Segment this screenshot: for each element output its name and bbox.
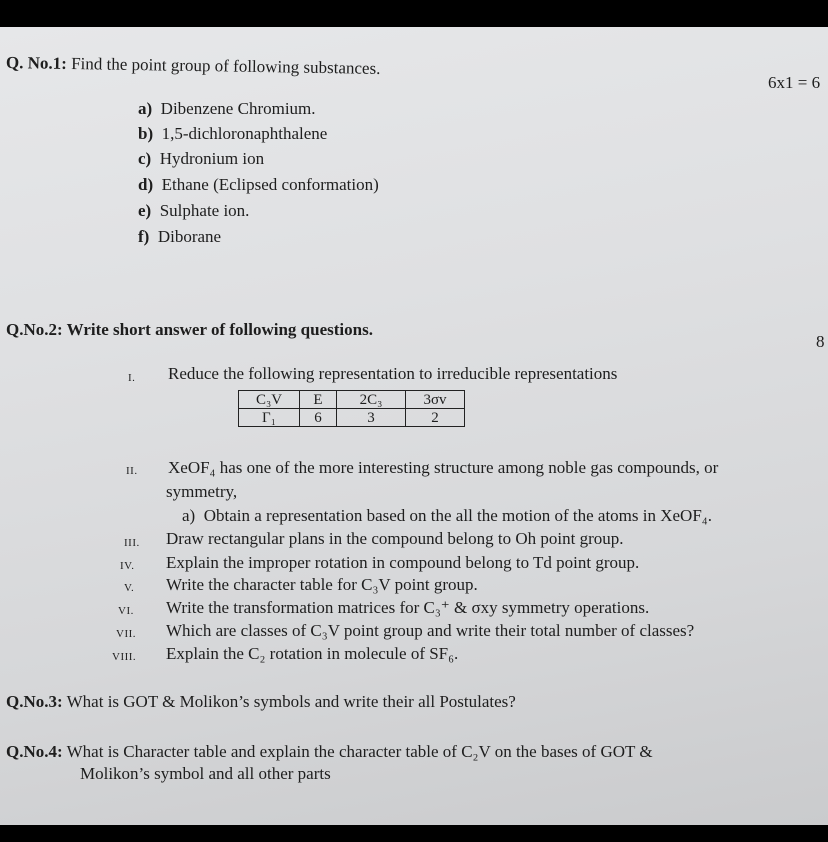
q1-text: Find the point group of following substances. xyxy=(71,54,381,78)
q2-i-num: I. xyxy=(128,372,136,384)
q3-text: What is GOT & Molikon’s symbols and write their all Postulates? xyxy=(66,692,516,711)
q1-item-f xyxy=(138,227,221,247)
q1-label: Q. No.1: xyxy=(5,53,68,73)
q1-heading xyxy=(6,53,381,79)
table-header-row xyxy=(239,391,465,409)
item-label: c) xyxy=(138,149,152,168)
q1-marks: 6x1 = 6 xyxy=(768,73,821,92)
q4-heading xyxy=(6,742,653,762)
q4-label: Q.No.4: xyxy=(6,742,63,761)
table-row xyxy=(239,409,465,427)
table-header-cell: 3σv xyxy=(406,391,465,409)
item-label: d) xyxy=(138,175,154,194)
q2-vii-text: Which are classes of C₃V point group and write their total number of classes? xyxy=(166,621,695,640)
q2-v-text: Write the character table for C₃V point group. xyxy=(166,575,478,594)
q2-text: Write short answer of following questions. xyxy=(66,320,373,339)
table-cell: 2 xyxy=(406,409,465,427)
q2-vii-num: VII. xyxy=(116,628,137,640)
q2-vi-num: VI. xyxy=(118,605,134,617)
q4-line1: What is Character table and explain the character table of C₂V on the bases of GOT & xyxy=(66,742,653,761)
item-text: Hydronium ion xyxy=(159,149,265,168)
q3-heading xyxy=(6,692,516,712)
item-text: Diborane xyxy=(157,227,222,246)
q2-ii-line2: symmetry, xyxy=(166,482,238,501)
q1-item-b xyxy=(138,124,327,144)
q2-label: Q.No.2: xyxy=(6,320,63,339)
representation-table xyxy=(238,390,465,427)
q2-viii-num: VIII. xyxy=(112,651,137,663)
q2-ii-sub xyxy=(182,506,712,526)
q2-marks: 8 xyxy=(816,332,825,351)
q2-vi-text: Write the transformation matrices for C₃⁺ & σxy symmetry operations. xyxy=(166,598,650,617)
item-label: e) xyxy=(138,201,152,220)
table-header-cell: 2C₃ xyxy=(337,391,406,409)
q4-line2: Molikon’s symbol and all other parts xyxy=(80,764,331,783)
q2-viii-text: Explain the C₂ rotation in molecule of SF₆. xyxy=(166,644,459,663)
item-label: b) xyxy=(138,124,154,143)
item-text: Sulphate ion. xyxy=(159,201,250,220)
q2-heading xyxy=(6,320,373,340)
sub-text: Obtain a representation based on the all the motion of the atoms in XeOF₄. xyxy=(203,506,712,525)
q2-ii-line1: XeOF₄ has one of the more interesting structure among noble gas compounds, or xyxy=(168,458,719,477)
q2-iv-num: IV. xyxy=(120,560,135,572)
q1-item-c xyxy=(138,149,264,169)
q2-iii-num: III. xyxy=(124,537,140,549)
table-cell: 6 xyxy=(300,409,337,427)
q2-iv-text: Explain the improper rotation in compound belong to Td point group. xyxy=(166,553,640,572)
table-header-cell: E xyxy=(300,391,337,409)
q1-item-a xyxy=(138,99,316,119)
q2-v-num: V. xyxy=(124,582,135,594)
q3-label: Q.No.3: xyxy=(6,692,63,711)
item-text: 1,5-dichloronaphthalene xyxy=(161,124,328,143)
q1-item-d xyxy=(138,175,379,195)
item-label: f) xyxy=(138,227,150,246)
q2-i-text: Reduce the following representation to irreducible representations xyxy=(168,364,618,383)
item-text: Dibenzene Chromium. xyxy=(160,99,316,118)
q2-iii-text: Draw rectangular plans in the compound belong to Oh point group. xyxy=(166,529,624,548)
q1-item-e xyxy=(138,201,249,221)
exam-paper xyxy=(0,27,828,825)
item-label: a) xyxy=(138,99,153,118)
table-cell: Γ₁ xyxy=(239,409,300,427)
q2-ii-num: II. xyxy=(126,465,138,477)
item-text: Ethane (Eclipsed conformation) xyxy=(161,175,379,194)
table-cell: 3 xyxy=(337,409,406,427)
table-header-cell: C₃V xyxy=(239,391,300,409)
sub-label: a) xyxy=(182,506,196,525)
